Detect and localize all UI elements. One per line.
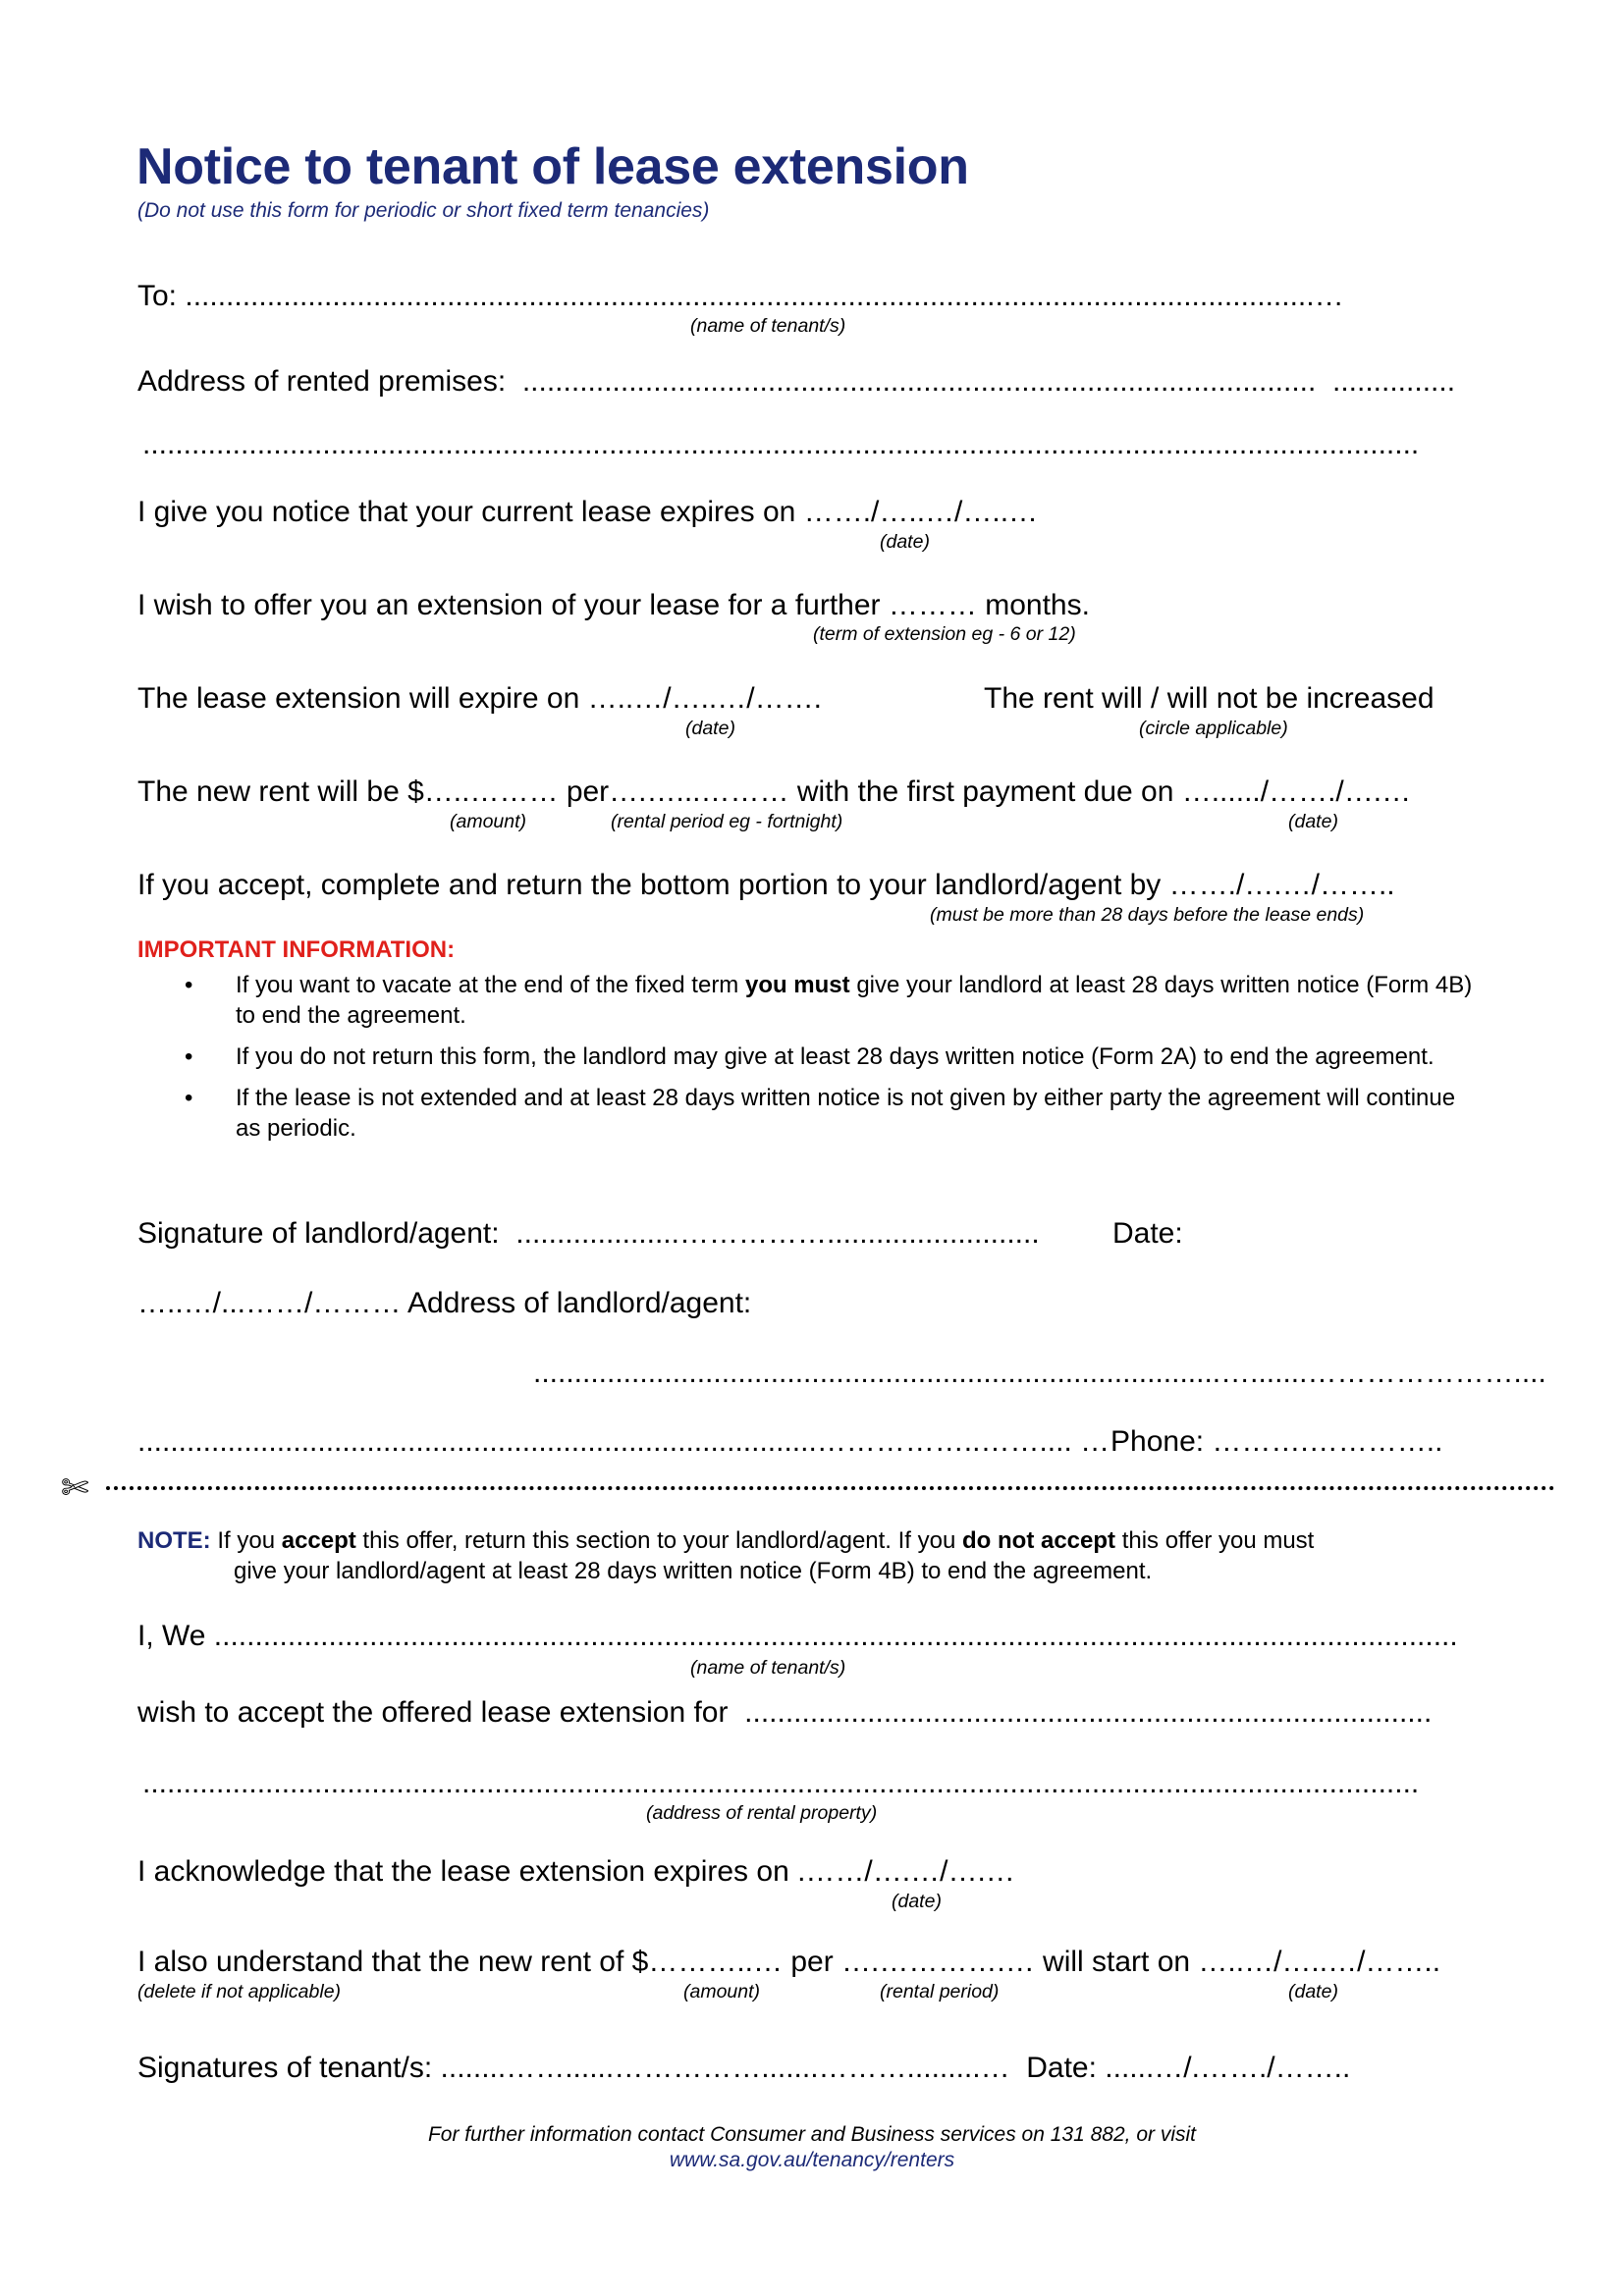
return-by-caption: (must be more than 28 days before the lease ends)	[930, 904, 1365, 926]
to-field[interactable]: To: ..........................................................................................................................................…	[137, 280, 1344, 312]
ack-expiry-caption: (date)	[892, 1891, 942, 1912]
ack-rent-delete-caption: (delete if not applicable)	[137, 1981, 342, 2002]
bullet-icon: •	[185, 1085, 193, 1111]
accept-extension-field[interactable]: wish to accept the offered lease extension for ....................................................................................	[137, 1696, 1433, 1729]
scissors-icon: ✄	[61, 1469, 89, 1507]
note-text: NOTE: If you accept this offer, return this section to your landlord/agent. If you do not accept this offer you must give your landlord/agent at least 28 days written notice (Form 4B) to end the agreement.	[137, 1527, 1315, 1584]
to-caption: (name of tenant/s)	[690, 315, 846, 337]
new-rent-date-caption: (date)	[1288, 811, 1338, 832]
rent-increase-choice[interactable]: The rent will / will not be increased	[984, 682, 1435, 715]
return-by-field[interactable]: If you accept, complete and return the bottom portion to your landlord/agent by ……./….…/……..	[137, 869, 1395, 901]
rental-property-caption: (address of rental property)	[646, 1802, 878, 1824]
footer-link[interactable]: www.sa.gov.au/tenancy/renters	[669, 2149, 955, 2171]
cut-line	[106, 1486, 1555, 1490]
new-rent-amount-caption: (amount)	[450, 811, 527, 832]
ack-rent-field[interactable]: I also understand that the new rent of $………..… per ….………….… will start on …..…/…..…/……..	[137, 1946, 1441, 1978]
extension-expiry-caption: (date)	[685, 718, 735, 739]
landlord-address-line2[interactable]: ....................................................................................….......…………………....	[533, 1357, 1546, 1389]
ack-rent-amount-caption: (amount)	[683, 1981, 761, 2002]
new-rent-field[interactable]: The new rent will be $…..……… per….…...……… with the first payment due on …....../……./….…	[137, 775, 1412, 808]
important-item: • If the lease is not extended and at least 28 days written notice is not given by either party the agreement will continue as periodic.	[185, 1085, 1456, 1142]
form-title: Notice to tenant of lease extension	[136, 138, 969, 195]
landlord-signature-field[interactable]: Signature of landlord/agent: ....................……………..........................	[137, 1217, 1040, 1250]
important-heading: IMPORTANT INFORMATION:	[137, 936, 456, 963]
lease-expiry-caption: (date)	[880, 531, 930, 553]
extension-expiry-field[interactable]: The lease extension will expire on …..…/…..…/…….	[137, 682, 822, 715]
extension-term-field[interactable]: I wish to offer you an extension of your lease for a further ……… months.	[137, 589, 1090, 621]
ack-rent-period-caption: (rental period)	[880, 1981, 1000, 2002]
landlord-date-label: Date:	[1112, 1217, 1183, 1250]
address-field[interactable]: Address of rented premises: ................................................................................................. ...............	[137, 365, 1456, 398]
address-field-line2[interactable]: ............................................................................................................................................................	[142, 428, 1420, 460]
important-item: • If you do not return this form, the landlord may give at least 28 days written notice (Form 2A) to end the agreement.	[185, 1043, 1435, 1070]
bullet-icon: •	[185, 972, 193, 998]
lease-expiry-field[interactable]: I give you notice that your current lease expires on ……./…..…/…..…	[137, 496, 1039, 528]
landlord-phone-field[interactable]: Phone: ……….…………..	[1110, 1425, 1443, 1458]
rental-property-field[interactable]: ............................................................................................................................................................	[142, 1767, 1420, 1799]
new-rent-period-caption: (rental period eg - fortnight)	[611, 811, 843, 832]
rent-increase-caption: (circle applicable)	[1139, 718, 1288, 739]
tenant-signatures-field[interactable]: Signatures of tenant/s: ........……......…………….......……….........… Date: ......…/.……./……..	[137, 2052, 1351, 2084]
form-subtitle: (Do not use this form for periodic or short fixed term tenancies)	[137, 199, 710, 222]
landlord-date-address-field[interactable]: …..…/...……/……… Address of landlord/agent:	[137, 1287, 752, 1319]
important-list	[137, 970, 1473, 1154]
tenant-names-field[interactable]: I, We ........................................................................................................................................................	[137, 1620, 1458, 1652]
footer-info: For further information contact Consumer and Business services on 131 882, or visit	[427, 2123, 1197, 2146]
extension-term-caption: (term of extension eg - 6 or 12)	[813, 623, 1076, 645]
important-item: • If you want to vacate at the end of the fixed term you must give your landlord at least 28 days written notice (Form 4B) to end the agreement.	[185, 972, 1473, 1029]
bullet-icon: •	[185, 1043, 193, 1070]
landlord-address-line3[interactable]: ...................................................................................……………..…….... …	[137, 1425, 1110, 1458]
ack-rent-date-caption: (date)	[1288, 1981, 1338, 2002]
tenant-names-caption: (name of tenant/s)	[690, 1657, 846, 1679]
ack-expiry-field[interactable]: I acknowledge that the lease extension expires on .……/….…/….…	[137, 1855, 1015, 1888]
